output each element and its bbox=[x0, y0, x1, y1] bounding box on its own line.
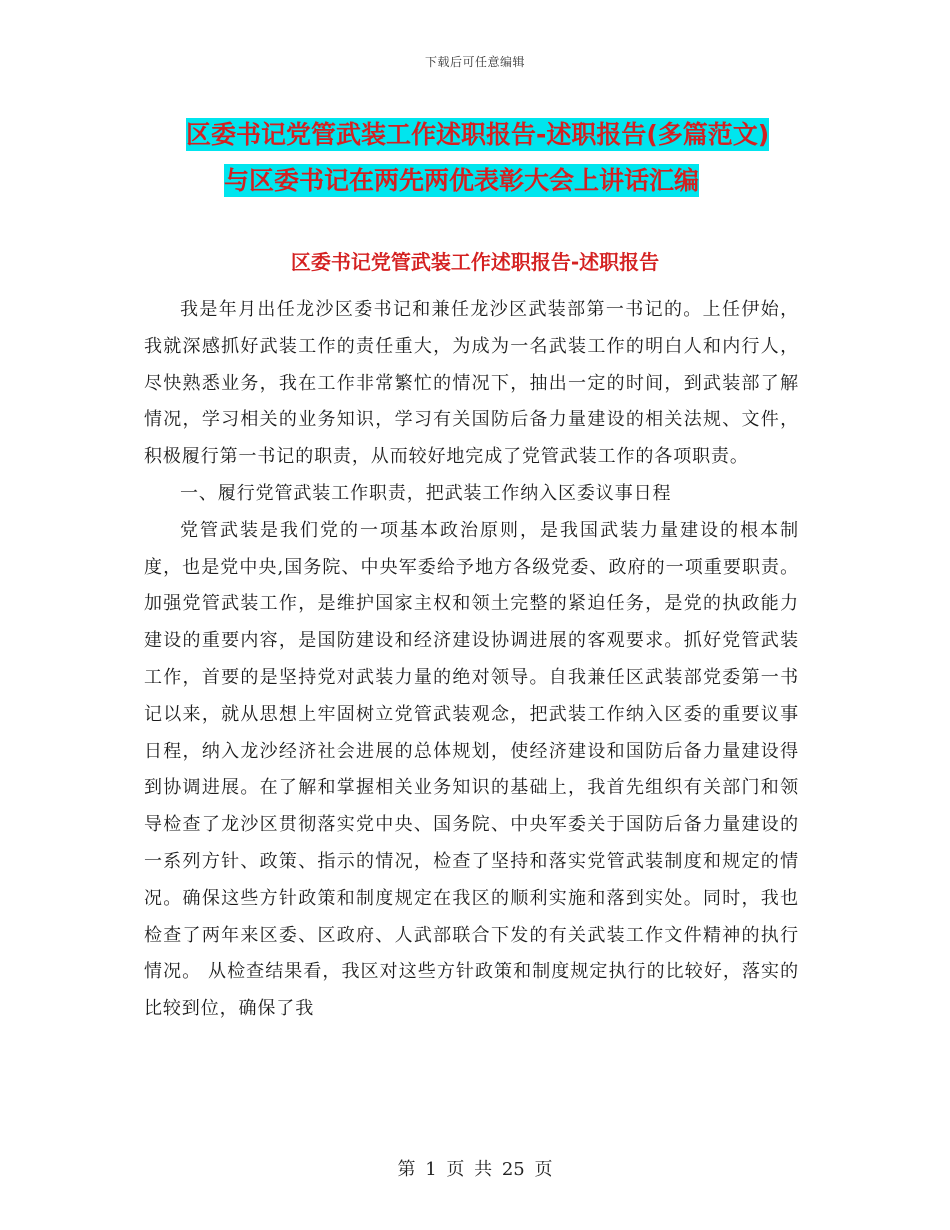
title-line-1: 区委书记党管武装工作述职报告-述职报告(多篇范文) bbox=[186, 120, 770, 149]
body-text bbox=[144, 292, 799, 1028]
header-note: 下载后可任意编辑 bbox=[424, 55, 525, 69]
title-line-2: 与区委书记在两先两优表彰大会上讲话汇编 bbox=[224, 166, 700, 195]
paragraph: 一、履行党管武装工作职责，把武装工作纳入区委议事日程 bbox=[180, 482, 672, 504]
paragraph: 党管武装是我们党的一项基本政治原则，是我国武装力量建设的根本制度，也是党中央,国务院、中央军委给予地方各级党委、政府的一项重要职责。加强党管武装工作，是维护国家主权和领土完整的紧迫任务，是党的执政能力建设的重要内容，是国防建设和经济建设协调进展的客观要求。抓好党管武装工作，首要的是坚持党对武装力量的绝对领导。自我兼任区武装部党委第一书记以来，就从思想上牢固树立党管武装观念，把武装工作纳入区委的重要议事日程，纳入龙沙经济社会进展的总体规划，使经济建设和国防后备力量建设得到协调进展。在了解和掌握相关业务知识的基础上，我首先组织有关部门和领导检查了龙沙区贯彻落实党中央、国务院、中央军委关于国防后备力量建设的一系列方针、政策、指示的情况，检查了坚持和落实党管武装制度和规定的情况。确保这些方针政策和制度规定在我区的顺利实施和落到实处。同时，我也检查了两年来区委、区政府、人武部联合下发的有关武装工作文件精神的执行情况。 从检查结果看，我区对这些方针政策和制度规定执行的比较好，落实的比较到位，确保了我 bbox=[144, 519, 799, 1020]
document-title bbox=[186, 112, 806, 204]
section-title: 区委书记党管武装工作述职报告-述职报告 bbox=[290, 250, 660, 274]
paragraph: 我是年月出任龙沙区委书记和兼任龙沙区武装部第一书记的。上任伊始，我就深感抓好武装工作的责任重大，为成为一名武装工作的明白人和内行人，尽快熟悉业务，我在工作非常繁忙的情况下，抽出一定的时间，到武装部了解情况，学习相关的业务知识，学习有关国防后备力量建设的相关法规、文件，积极履行第一书记的职责，从而较好地完成了党管武装工作的各项职责。 bbox=[144, 299, 799, 468]
page-number: 第 1 页 共 25 页 bbox=[397, 1159, 553, 1180]
